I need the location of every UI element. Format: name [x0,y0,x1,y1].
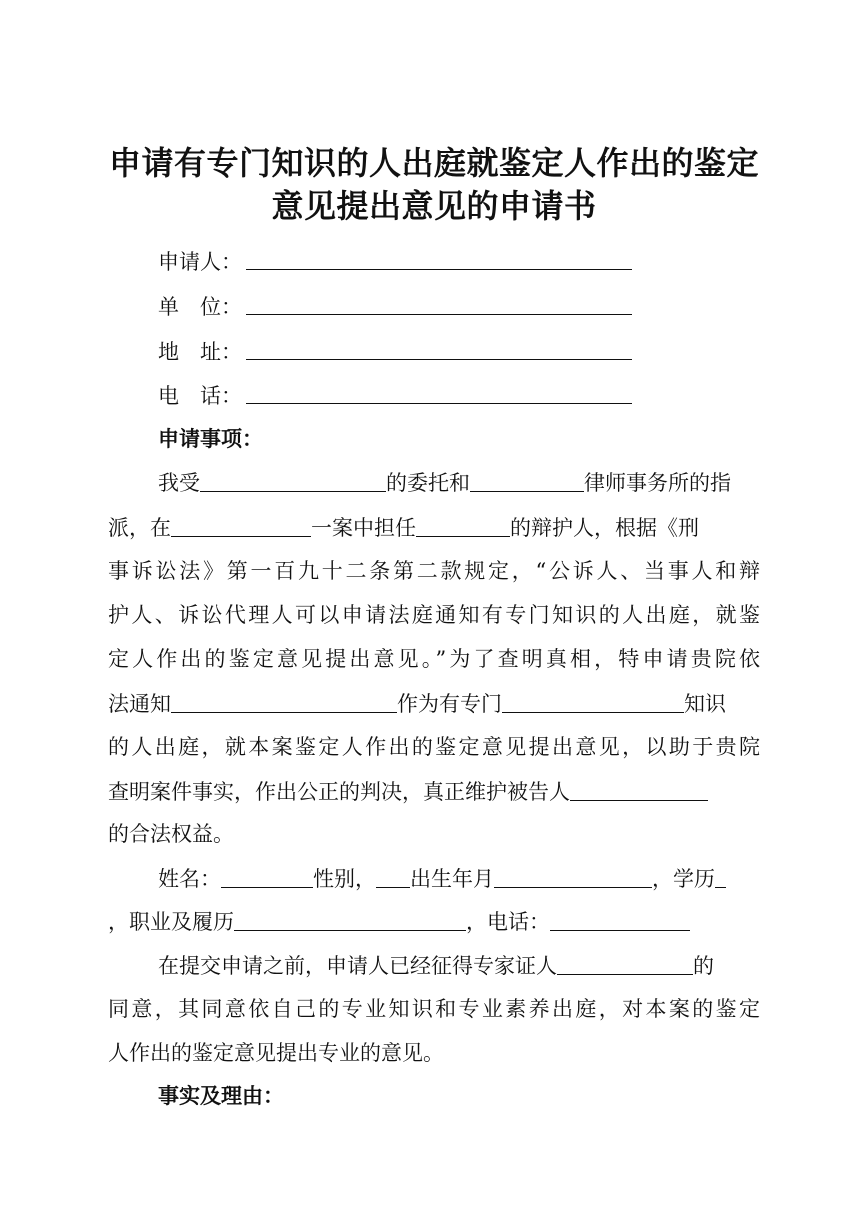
para1-line-3: 事诉讼法》第一百九十二条第二款规定，“公诉人、当事人和辩 [108,559,760,583]
para2-line-2 [108,906,690,937]
para1-line-4: 护人、诉讼代理人可以申请法庭通知有专门知识的人出庭，就鉴 [108,603,760,627]
applicant-label: 申请人： [158,250,242,274]
text-segment: 查明案件事实，作出公正的判决，真正维护被告人 [108,780,570,804]
text-segment: 法通知 [108,692,171,716]
expert-witness-blank[interactable] [557,950,693,975]
text-segment: 姓名： [158,867,221,891]
para2-line-1 [158,863,726,894]
unit-label: 单 位： [158,295,242,319]
text-segment: 我受 [158,471,200,495]
accused-blank[interactable] [570,776,708,801]
para1-line-7: 的人出庭，就本案鉴定人作出的鉴定意见提出意见，以助于贵院 [108,735,760,759]
defendant-blank[interactable] [416,512,510,537]
career-blank[interactable] [234,906,466,931]
expert-phone-blank[interactable] [550,906,690,931]
text-segment: 性别， [313,867,376,891]
unit-blank[interactable] [246,313,632,315]
text-segment: 派，在 [108,516,171,540]
para1-line-2 [108,512,699,543]
para1-line-5: 定人作出的鉴定意见提出意见。”为了查明真相，特申请贵院依 [108,647,760,671]
text-segment: 一案中担任 [311,516,416,540]
text-segment: 出生年月 [410,867,494,891]
facts-heading: 事实及理由： [158,1083,284,1108]
para1-line-1 [158,467,731,498]
para1-line-8 [108,776,708,807]
phone-blank[interactable] [246,402,632,404]
text-segment: 律师事务所的指 [584,471,731,495]
text-segment: ，电话： [466,910,550,934]
para3-line-3: 人作出的鉴定意见提出专业的意见。 [108,1041,444,1065]
name-blank[interactable] [221,863,313,888]
para3-line-2: 同意，其同意依自己的专业知识和专业素养出庭，对本案的鉴定 [108,997,760,1021]
case-blank[interactable] [171,512,311,537]
law-firm-blank[interactable] [470,467,584,492]
document-title-line-2: 意见提出意见的申请书 [271,187,597,225]
birth-date-blank[interactable] [494,863,652,888]
gender-blank[interactable] [376,863,410,888]
text-segment: 知识 [684,692,726,716]
document-title-line-1: 申请有专门知识的人出庭就鉴定人作出的鉴定 [108,144,759,182]
applicant-blank[interactable] [246,268,632,270]
expert-name-blank[interactable] [171,688,397,713]
text-segment: 的 [693,954,714,978]
expertise-blank[interactable] [502,688,684,713]
para1-line-9: 的合法权益。 [108,822,234,846]
client-blank[interactable] [200,467,386,492]
education-blank[interactable] [715,863,726,888]
text-segment: 作为有专门 [397,692,502,716]
text-segment: ，职业及履历 [108,910,234,934]
matters-heading: 申请事项： [158,426,263,451]
phone-label: 电 话： [158,384,242,408]
address-label: 地 址： [158,340,242,364]
address-blank[interactable] [246,358,632,360]
text-segment: 在提交申请之前，申请人已经征得专家证人 [158,954,557,978]
text-segment: 的辩护人，根据《刑 [510,516,699,540]
text-segment: 的委托和 [386,471,470,495]
text-segment: ，学历 [652,867,715,891]
para3-line-1 [158,950,714,981]
para1-line-6 [108,688,726,719]
